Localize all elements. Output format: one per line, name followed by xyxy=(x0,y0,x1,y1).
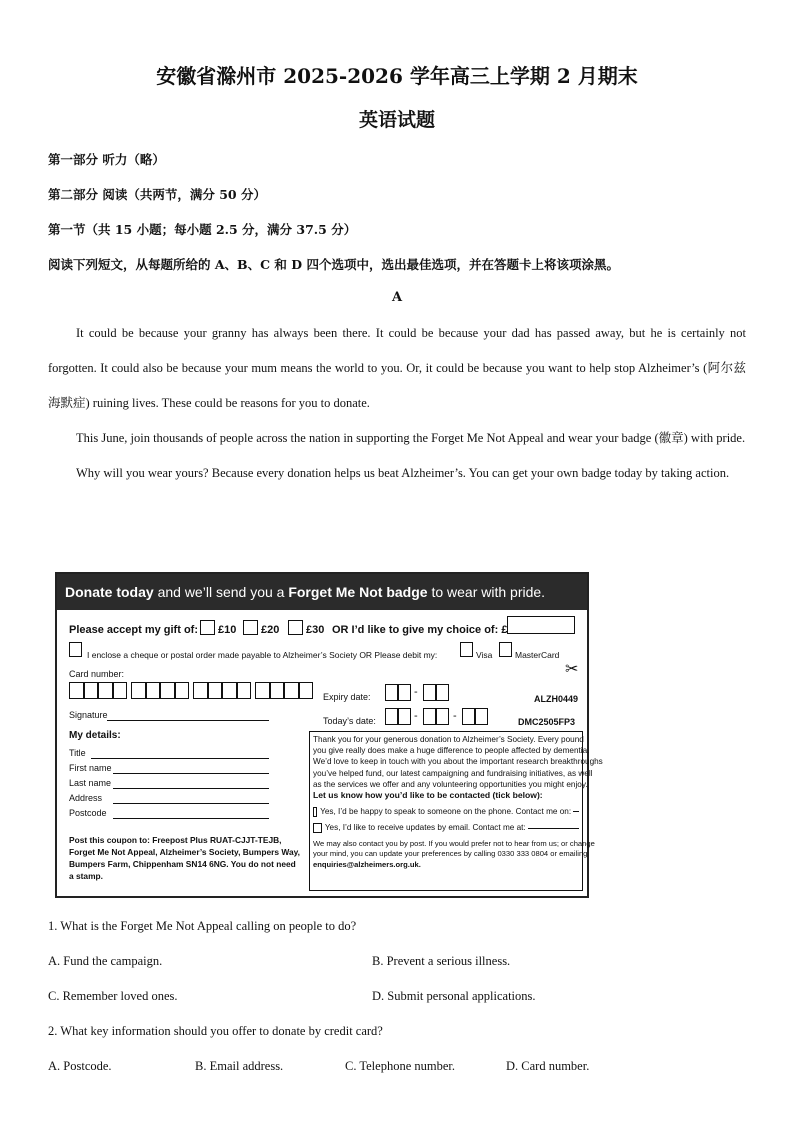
post-note-line: your mind, you can update your preferences by calling 0330 333 0804 or emailing xyxy=(313,849,588,859)
mastercard-checkbox[interactable] xyxy=(499,642,512,657)
date-separator: - xyxy=(414,710,418,722)
post-note xyxy=(313,838,595,871)
email-checkbox[interactable] xyxy=(313,823,322,833)
q2-option-a[interactable]: A. Postcode. xyxy=(48,1059,112,1073)
date-digit-box[interactable] xyxy=(398,708,411,725)
choice-label: OR I’d like to give my choice of: £ xyxy=(332,624,508,636)
card-digit-box[interactable] xyxy=(160,682,175,699)
gift-20-label: £20 xyxy=(261,624,280,636)
date-digit-box[interactable] xyxy=(436,708,449,725)
coupon-header-bold1: Donate today xyxy=(65,584,154,600)
passage-paragraph-2: This June, join thousands of people across the nation in supporting the Forget Me Not Appeal and wear your badge (徽章) with pride. xyxy=(76,431,746,445)
detail-input-line[interactable] xyxy=(91,758,269,759)
info-line: you give really does make a huge difference to people affected by dementia. xyxy=(313,746,590,756)
coupon-header-end: to wear with pride. xyxy=(427,584,546,600)
gift-30-checkbox[interactable] xyxy=(288,620,303,635)
donation-coupon xyxy=(55,572,603,898)
post-instructions xyxy=(69,834,300,882)
date-digit-box[interactable] xyxy=(462,708,475,725)
post-line: Post this coupon to: Freepost Plus RUAT-CJJT-TEJB, xyxy=(69,835,282,845)
post-note-line: We may also contact you by post. If you would prefer not to hear from us; or change xyxy=(313,838,595,848)
expiry-digit-box[interactable] xyxy=(436,684,449,701)
date-separator: - xyxy=(453,710,457,722)
card-digit-box[interactable] xyxy=(299,682,314,699)
q1-option-c[interactable]: C. Remember loved ones. xyxy=(48,989,178,1003)
detail-input-line[interactable] xyxy=(113,773,269,774)
question-1-stem: 1. What is the Forget Me Not Appeal calling on people to do? xyxy=(48,919,357,933)
card-digit-box[interactable] xyxy=(84,682,99,699)
detail-label: Address xyxy=(69,793,103,803)
card-digit-box[interactable] xyxy=(193,682,208,699)
detail-input-line[interactable] xyxy=(113,788,269,789)
instructions: 阅读下列短文，从每题所给的 A、B、C 和 D 四个选项中，选出最佳选项，并在答题卡上将该项涂黑。 xyxy=(48,257,619,272)
card-digit-box[interactable] xyxy=(175,682,190,699)
expiry-label: Expiry date: xyxy=(323,692,371,702)
gift-10-label: £10 xyxy=(218,624,237,636)
info-line: We’d love to keep in touch with you about the important research breakthroughs xyxy=(313,757,603,767)
phone-option xyxy=(313,806,579,817)
coupon-header xyxy=(57,574,587,610)
post-line: Bumpers Farm, Chippenham SN14 6NG. You do not need xyxy=(69,859,296,869)
card-digit-box[interactable] xyxy=(255,682,270,699)
code-1: ALZH0449 xyxy=(534,694,579,704)
q1-option-a[interactable]: A. Fund the campaign. xyxy=(48,954,163,968)
date-separator: - xyxy=(414,686,418,698)
card-digit-box[interactable] xyxy=(222,682,237,699)
email-option xyxy=(313,822,579,833)
mastercard-label: MasterCard xyxy=(515,650,560,660)
info-line: as the services we offer and any volunteering opportunities you might enjoy. xyxy=(313,779,588,789)
expiry-digit-box[interactable] xyxy=(398,684,411,701)
visa-checkbox[interactable] xyxy=(460,642,473,657)
card-digit-box[interactable] xyxy=(146,682,161,699)
part2-heading: 第二部分 阅读（共两节，满分 50 分） xyxy=(48,187,266,202)
date-digit-box[interactable] xyxy=(385,708,398,725)
card-digit-box[interactable] xyxy=(69,682,84,699)
exam-title: 安徽省滁州市 2025-2026 学年高三上学期 2 月期末 xyxy=(156,64,638,88)
email-option-label: Yes, I’d like to receive updates by email. Contact me at: xyxy=(324,823,526,833)
coupon-header-bold2: Forget Me Not badge xyxy=(288,584,428,600)
expiry-digit-box[interactable] xyxy=(385,684,398,701)
passage xyxy=(48,316,746,491)
gift-20-checkbox[interactable] xyxy=(243,620,258,635)
q2-option-b[interactable]: B. Email address. xyxy=(195,1059,284,1073)
cheque-text: I enclose a cheque or postal order made payable to Alzheimer’s Society OR Please debit my: xyxy=(87,650,438,660)
q2-option-d[interactable]: D. Card number. xyxy=(506,1059,590,1073)
q1-option-b[interactable]: B. Prevent a serious illness. xyxy=(372,954,511,968)
part1-heading: 第一部分 听力（略） xyxy=(48,152,165,167)
q1-option-d[interactable]: D. Submit personal applications. xyxy=(372,989,536,1003)
detail-label: First name xyxy=(69,763,112,773)
passage-paragraph-3: Why will you wear yours? Because every donation helps us beat Alzheimer’s. You can get your own badge today by taking action. xyxy=(76,466,730,480)
gift-30-label: £30 xyxy=(306,624,325,636)
gift-10-checkbox[interactable] xyxy=(200,620,215,635)
info-line: Thank you for your generous donation to Alzheimer’s Society. Every pound xyxy=(313,735,584,744)
info-line: you’ve helped fund, our latest campaigning and fundraising initiatives, as well xyxy=(313,768,593,778)
card-digit-box[interactable] xyxy=(113,682,128,699)
email-field[interactable] xyxy=(528,828,579,829)
card-number-label: Card number: xyxy=(69,669,125,679)
phone-field[interactable] xyxy=(573,811,579,812)
question-2-stem: 2. What key information should you offer to donate by credit card? xyxy=(48,1024,383,1038)
todays-date-label: Today’s date: xyxy=(323,716,376,726)
phone-option-label: Yes, I’d be happy to speak to someone on the phone. Contact me on: xyxy=(320,807,572,817)
q2-option-c[interactable]: C. Telephone number. xyxy=(345,1059,455,1073)
contact-prompt: Let us know how you’d like to be contacted (tick below): xyxy=(313,790,543,801)
phone-checkbox[interactable] xyxy=(313,807,317,817)
card-digit-box[interactable] xyxy=(98,682,113,699)
card-digit-box[interactable] xyxy=(270,682,285,699)
post-line: a stamp. xyxy=(69,871,103,881)
card-digit-box[interactable] xyxy=(131,682,146,699)
detail-label: Postcode xyxy=(69,808,107,818)
gift-label: Please accept my gift of: xyxy=(69,624,198,636)
detail-label: Last name xyxy=(69,778,112,788)
passage-paragraph-1: It could be because your granny has always been there. It could be because your dad has passed away, but he is certainly not forgotten. It could also be because your mum means the world to you. Or, it could be because you want to help stop Alzheimer’s (阿尔兹海默症) ruining lives. These could be reasons for you to donate. xyxy=(48,326,746,410)
visa-label: Visa xyxy=(476,650,493,660)
signature-label: Signature xyxy=(69,710,108,720)
date-digit-box[interactable] xyxy=(475,708,488,725)
scissors-icon: ✂ xyxy=(565,661,579,678)
card-digit-box[interactable] xyxy=(208,682,223,699)
my-details-heading: My details: xyxy=(69,730,121,741)
passage-label: A xyxy=(391,290,403,305)
card-digit-box[interactable] xyxy=(284,682,299,699)
contact-preferences-box xyxy=(309,731,603,891)
custom-amount-field[interactable] xyxy=(507,616,575,634)
section1-heading: 第一节（共 15 小题；每小题 2.5 分，满分 37.5 分） xyxy=(48,222,357,237)
post-note-line: enquiries@alzheimers.org.uk. xyxy=(313,859,421,869)
post-line: Forget Me Not Appeal, Alzheimer’s Society, Bumpers Way, xyxy=(69,847,300,857)
card-digit-box[interactable] xyxy=(237,682,252,699)
date-digit-box[interactable] xyxy=(423,708,436,725)
coupon-header-mid: and we’ll send you a xyxy=(153,584,289,600)
signature-line[interactable] xyxy=(107,720,269,721)
detail-input-line[interactable] xyxy=(113,818,269,819)
exam-subtitle: 英语试题 xyxy=(358,109,435,131)
code-2: DMC2505FP3 xyxy=(518,717,576,727)
detail-label: Title xyxy=(69,748,86,758)
expiry-digit-box[interactable] xyxy=(423,684,436,701)
cheque-checkbox[interactable] xyxy=(69,642,82,657)
detail-input-line[interactable] xyxy=(113,803,269,804)
